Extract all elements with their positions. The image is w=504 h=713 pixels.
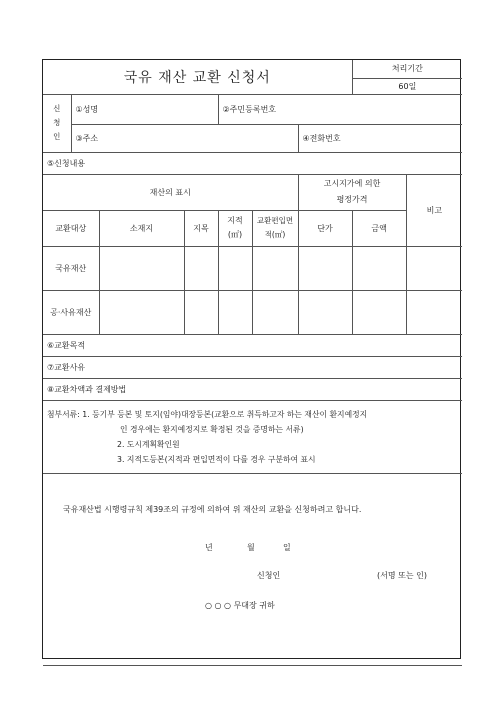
processing-period-value: 60일: [352, 78, 462, 94]
date-year: 년: [205, 542, 213, 552]
applicant-section-label: 신 청 인: [43, 94, 71, 152]
sign-or-seal: (서명 또는 인): [377, 570, 427, 580]
cell-area[interactable]: [218, 290, 252, 334]
cell-area[interactable]: [218, 246, 252, 290]
declaration-section: [43, 473, 462, 665]
cell-included-area[interactable]: [252, 290, 298, 334]
cell-land-category[interactable]: [184, 290, 218, 334]
attachments-section: [43, 400, 462, 473]
col-area: 지적 (㎡): [218, 210, 252, 246]
col-land-category: 지목: [184, 210, 218, 246]
col-amount: 금액: [352, 210, 406, 246]
row-national-property: 국유재산: [43, 246, 99, 290]
declaration-text: 국유재산법 시행령규칙 제39조의 규정에 의하여 위 재산의 교환을 신청하려고 합니다.: [63, 504, 362, 514]
cell-location[interactable]: [99, 246, 184, 290]
table-row: [43, 290, 462, 334]
exchange-reason-field[interactable]: ⑦교환사유: [43, 356, 462, 378]
col-included-area: 교환편입면 적(㎡): [252, 210, 298, 246]
resident-number-field[interactable]: ②주민등록번호: [218, 94, 462, 124]
cell-unit-price[interactable]: [298, 246, 352, 290]
applicant-signature-label: 신청인: [257, 570, 281, 580]
cell-remarks[interactable]: [406, 246, 462, 290]
col-exchange-target: 교환대상: [43, 210, 99, 246]
appraisal-price-header: 고시지가에 의한 평정가격: [298, 174, 406, 210]
remarks-header: 비고: [406, 174, 462, 246]
attachment-item-3: 3. 지적도등본(지적과 편입면적이 다를 경우 구분하여 표시: [117, 454, 316, 464]
attachment-item-2: 2. 도시계획확인원: [117, 439, 180, 449]
row-public-private-property: 공·사유재산: [43, 290, 99, 334]
cell-land-category[interactable]: [184, 246, 218, 290]
col-location: 소재지: [99, 210, 184, 246]
phone-field[interactable]: ④전화번호: [298, 124, 462, 152]
addressee: ○ ○ ○ 무대장 귀하: [205, 600, 275, 610]
processing-period-label: 처리기간: [352, 60, 462, 78]
cell-remarks[interactable]: [406, 290, 462, 334]
form-table: [43, 60, 462, 666]
cell-location[interactable]: [99, 290, 184, 334]
exchange-application-form: [42, 59, 461, 659]
attachment-item-1-cont: 인 경우에는 환지예정지로 확정된 것을 증명하는 서류): [120, 424, 304, 434]
property-display-header: 재산의 표시: [43, 174, 298, 210]
attachment-item-1: 첨부서류: 1. 등기부 등본 및 토지(임야)대장등본(교환으로 취득하고자 하는 재산이 환지예정지: [47, 409, 368, 419]
application-content-label: ⑤신청내용: [43, 152, 462, 174]
exchange-purpose-field[interactable]: ⑥교환목적: [43, 334, 462, 356]
address-field[interactable]: ③주소: [71, 124, 298, 152]
table-row: [43, 246, 462, 290]
cell-included-area[interactable]: [252, 246, 298, 290]
exchange-difference-field[interactable]: ⑧교환차액과 결제방법: [43, 378, 462, 400]
cell-amount[interactable]: [352, 246, 406, 290]
date-day: 일: [283, 542, 291, 552]
col-unit-price: 단가: [298, 210, 352, 246]
cell-unit-price[interactable]: [298, 290, 352, 334]
date-month: 월: [247, 542, 255, 552]
cell-amount[interactable]: [352, 290, 406, 334]
name-field[interactable]: ①성명: [71, 94, 218, 124]
form-title: 국유 재산 교환 신청서: [43, 60, 352, 94]
